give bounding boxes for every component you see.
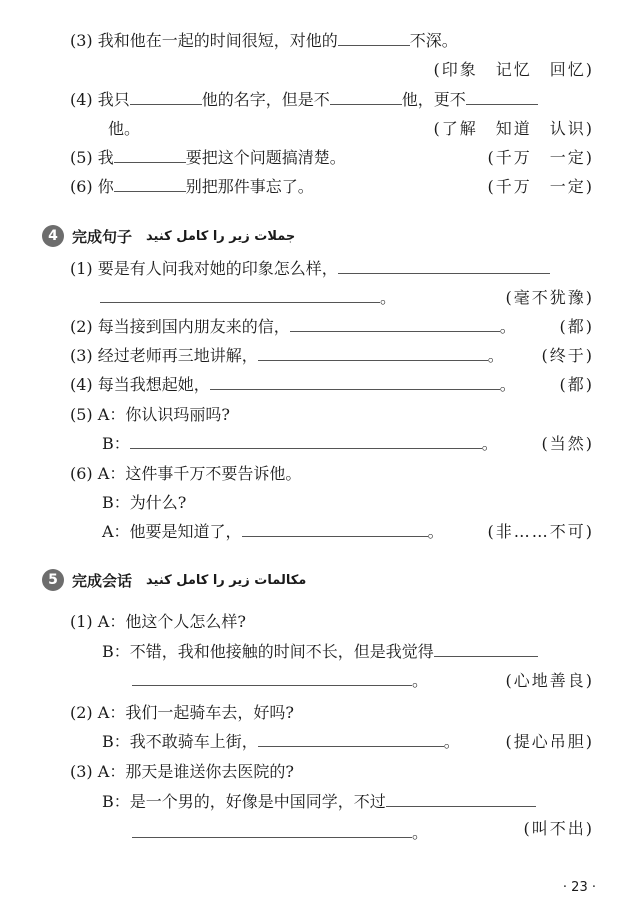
item-end: 。 — [427, 522, 444, 541]
item-text: 他的名字，但是不 — [201, 90, 330, 109]
item-text: A：你认识玛丽吗? — [97, 405, 230, 424]
s5-item-1-b — [102, 641, 538, 663]
s4-item-6 — [70, 463, 301, 485]
s4-item-1 — [70, 258, 550, 280]
answer-blank[interactable] — [290, 317, 500, 332]
answer-blank[interactable] — [130, 434, 482, 449]
item-end: 。 — [443, 732, 460, 751]
s4-item-1-line2 — [100, 287, 396, 309]
item-text: A：我们一起骑车去，好吗? — [97, 703, 294, 722]
s3-item-4-hint: (了解 知道 认识) — [433, 119, 594, 138]
s5-item-3 — [70, 761, 294, 783]
item-end: 。 — [499, 317, 516, 336]
s4-item-2 — [70, 316, 516, 338]
answer-blank[interactable] — [132, 671, 412, 686]
s5-item-1-line2 — [132, 670, 428, 692]
s3-item-3-hint: (印象 记忆 回忆) — [433, 60, 594, 79]
item-text: 我 — [97, 148, 114, 167]
item-num: (6) — [70, 177, 93, 196]
s3-item-6-hint: (千万 一定) — [487, 177, 594, 196]
s4-item-5 — [70, 404, 230, 426]
item-end: 。 — [499, 375, 516, 394]
s5-item-3-hint: (叫不出) — [523, 819, 594, 838]
answer-blank[interactable] — [330, 90, 402, 105]
answer-blank[interactable] — [242, 522, 428, 537]
item-num: (4) — [70, 90, 93, 109]
answer-blank[interactable] — [466, 90, 538, 105]
item-num: (2) — [70, 703, 93, 722]
s4-item-6-b: B：为什么? — [102, 493, 187, 512]
s4-item-5-hint: (当然) — [541, 434, 594, 453]
s5-item-2-b — [102, 731, 460, 753]
s5-item-2 — [70, 702, 294, 724]
answer-blank[interactable] — [210, 375, 500, 390]
s3-item-5-hint: (千万 一定) — [487, 148, 594, 167]
s4-item-4-hint: (都) — [559, 375, 594, 394]
section-title-persian: مکالمات زیر را کامل کنید — [146, 572, 307, 588]
section-title-persian: جملات زیر را کامل کنید — [146, 228, 296, 244]
s4-item-1-hint: (毫不犹豫) — [505, 288, 594, 307]
item-text: 不深。 — [409, 31, 458, 50]
answer-blank[interactable] — [114, 177, 186, 192]
s5-item-3-b — [102, 791, 536, 813]
item-text: B：是一个男的，好像是中国同学，不过 — [102, 792, 386, 811]
section-number-badge: 4 — [42, 225, 64, 247]
answer-blank[interactable] — [258, 732, 444, 747]
answer-blank[interactable] — [132, 823, 412, 838]
item-num: (2) — [70, 317, 93, 336]
item-end: 。 — [380, 288, 397, 307]
page-number: · 23 · — [562, 880, 596, 895]
item-text: A：他要是知道了， — [102, 522, 242, 541]
answer-blank[interactable] — [100, 288, 380, 303]
s5-item-2-hint: (提心吊胆) — [505, 732, 594, 751]
item-end: 。 — [412, 671, 429, 690]
s3-item-5 — [70, 147, 346, 169]
answer-blank[interactable] — [434, 642, 538, 657]
s4-item-6-c — [102, 521, 444, 543]
item-text: 你 — [97, 177, 114, 196]
item-text: 我只 — [97, 90, 130, 109]
item-end: 。 — [481, 434, 498, 453]
item-num: (1) — [70, 259, 93, 278]
s3-item-4-line2: 他。 — [108, 119, 141, 138]
item-text: 每当接到国内朋友来的信， — [97, 317, 290, 336]
s5-item-1 — [70, 611, 246, 633]
section-4-header — [42, 225, 295, 247]
s5-item-3-line2 — [132, 822, 428, 844]
item-text: 我和他在一起的时间很短，对他的 — [97, 31, 338, 50]
item-text: 每当我想起她， — [97, 375, 210, 394]
s4-item-3-hint: (终于) — [541, 346, 594, 365]
s4-item-6-hint: (非……不可) — [487, 522, 594, 541]
item-num: (3) — [70, 346, 93, 365]
item-num: (4) — [70, 375, 93, 394]
answer-blank[interactable] — [114, 148, 186, 163]
item-num: (6) — [70, 464, 93, 483]
item-num: (5) — [70, 405, 93, 424]
s5-item-1-hint: (心地善良) — [505, 671, 594, 690]
item-num: (5) — [70, 148, 93, 167]
item-end: 。 — [412, 823, 429, 842]
item-num: (3) — [70, 762, 93, 781]
section-number-badge: 5 — [42, 569, 64, 591]
item-text: 经过老师再三地讲解， — [97, 346, 258, 365]
item-text: A：这件事千万不要告诉他。 — [97, 464, 302, 483]
answer-blank[interactable] — [338, 31, 410, 46]
item-text: 要把这个问题搞清楚。 — [185, 148, 346, 167]
item-text: 他，更不 — [401, 90, 466, 109]
item-text: A：那天是谁送你去医院的? — [97, 762, 294, 781]
answer-blank[interactable] — [130, 90, 202, 105]
section-5-header — [42, 569, 306, 591]
item-text: A：他这个人怎么样? — [97, 612, 246, 631]
s3-item-4 — [70, 89, 538, 111]
section-title: 完成句子 — [72, 227, 133, 246]
s3-item-6 — [70, 176, 314, 198]
s4-item-4 — [70, 374, 516, 396]
answer-blank[interactable] — [386, 792, 536, 807]
s4-item-3 — [70, 345, 504, 367]
item-text: 别把那件事忘了。 — [185, 177, 314, 196]
item-num: (3) — [70, 31, 93, 50]
section-title: 完成会话 — [72, 571, 133, 590]
s4-item-5-b — [102, 433, 498, 455]
s4-item-2-hint: (都) — [559, 317, 594, 336]
item-num: (1) — [70, 612, 93, 631]
item-text: 要是有人问我对她的印象怎么样， — [97, 259, 338, 278]
answer-blank[interactable] — [338, 259, 550, 274]
answer-blank[interactable] — [258, 346, 488, 361]
item-text: B：不错，我和他接触的时间不长，但是我觉得 — [102, 642, 434, 661]
item-text: B：我不敢骑车上街， — [102, 732, 258, 751]
item-end: 。 — [487, 346, 504, 365]
item-text: B： — [102, 434, 130, 453]
s3-item-3 — [70, 30, 458, 52]
